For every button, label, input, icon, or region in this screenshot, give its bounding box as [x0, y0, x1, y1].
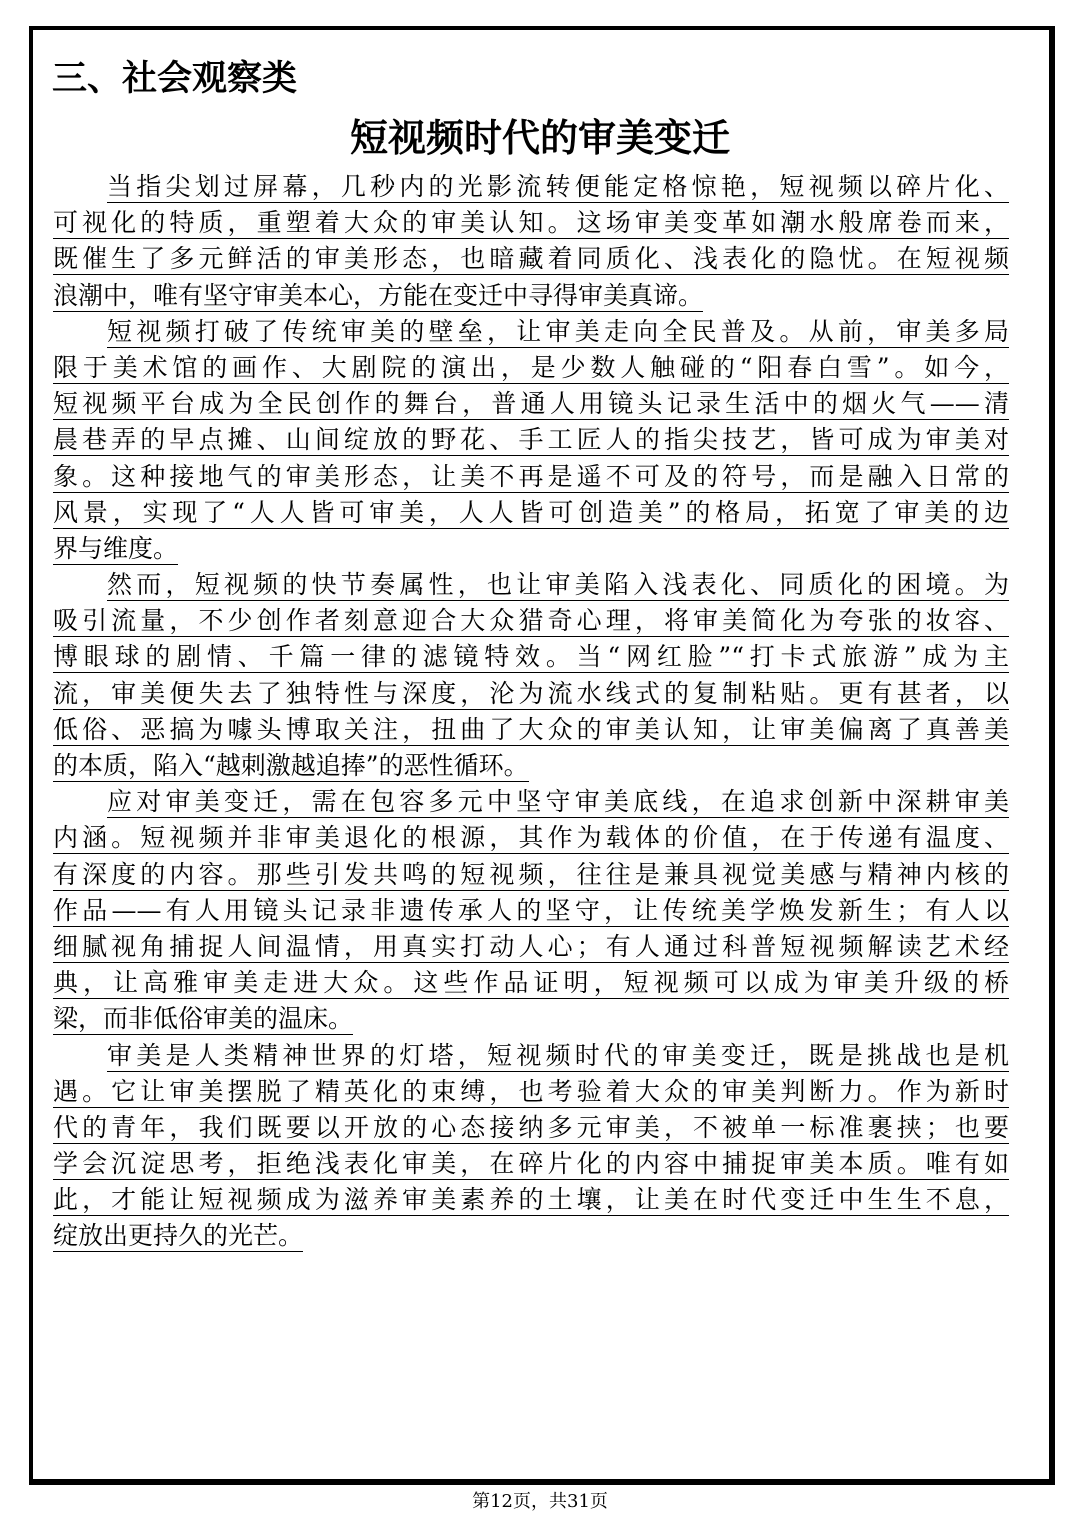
text-line: 细腻视角捕捉人间温情，用真实打动人心；有人通过科普短视频解读艺术经 — [53, 931, 1009, 961]
text-line: 作品——有人用镜头记录非遗传承人的坚守，让传统美学焕发新生；有人以 — [53, 895, 1009, 925]
paragraph-4 — [53, 784, 1009, 1037]
paragraph-3 — [53, 567, 1009, 784]
paragraph-1 — [53, 169, 1009, 314]
text-line: 浪潮中，唯有坚守审美本心，方能在变迁中寻得审美真谛。 — [53, 280, 704, 310]
text-line: 当指尖划过屏幕，几秒内的光影流转便能定格惊艳，短视频以碎片化、 — [107, 172, 1009, 201]
page-number: 第12页，共31页 — [472, 1491, 608, 1512]
text-line: 象。这种接地气的审美形态，让美不再是遥不可及的符号，而是融入日常的 — [53, 461, 1009, 491]
paragraph-5 — [53, 1038, 1009, 1255]
text-line: 遇。它让审美摆脱了精英化的束缚，也考验着大众的审美判断力。作为新时 — [53, 1076, 1009, 1106]
text-line: 限于美术馆的画作、大剧院的演出，是少数人触碰的“阳春白雪”。如今， — [53, 352, 1009, 382]
text-line: 短视频平台成为全民创作的舞台，普通人用镜头记录生活中的烟火气——清 — [53, 389, 1009, 419]
text-line: 界与维度。 — [53, 533, 179, 563]
text-line: 既催生了多元鲜活的审美形态，也暗藏着同质化、浅表化的隐忧。在短视频 — [53, 244, 1009, 274]
text-line: 晨巷弄的早点摊、山间绽放的野花、手工匠人的指尖技艺，皆可成为审美对 — [53, 425, 1009, 455]
article-body — [53, 169, 1009, 1255]
text-line: 低俗、恶搞为噱头博取关注，扭曲了大众的审美认知，让审美偏离了真善美 — [53, 714, 1009, 744]
text-line: 吸引流量，不少创作者刻意迎合大众猎奇心理，将审美简化为夸张的妆容、 — [53, 606, 1009, 636]
text-line: 应对审美变迁，需在包容多元中坚守审美底线，在追求创新中深耕审美 — [107, 787, 1009, 817]
text-line: 此，才能让短视频成为滋养审美素养的土壤，让美在时代变迁中生生不息， — [53, 1185, 1009, 1215]
text-line: 审美是人类精神世界的灯塔，短视频时代的审美变迁，既是挑战也是机 — [107, 1040, 1009, 1070]
paragraph-2 — [53, 314, 1009, 567]
text-line: 可视化的特质，重塑着大众的审美认知。这场审美变革如潮水般席卷而来， — [53, 208, 1009, 238]
text-line: 博眼球的剧情、千篇一律的滤镜特效。当“网红脸”“打卡式旅游”成为主 — [53, 642, 1009, 672]
text-line: 梁，而非低俗审美的温床。 — [53, 1004, 354, 1034]
article-title: 短视频时代的审美变迁 — [349, 116, 730, 160]
text-line: 典，让高雅审美走进大众。这些作品证明，短视频可以成为审美升级的桥 — [53, 968, 1009, 998]
section-heading: 三、社会观察类 — [52, 59, 298, 99]
text-line: 风景，实现了“人人皆可审美，人人皆可创造美”的格局，拓宽了审美的边 — [53, 497, 1009, 527]
text-line: 学会沉淀思考，拒绝浅表化审美，在碎片化的内容中捕捉审美本质。唯有如 — [53, 1149, 1009, 1179]
text-line: 流，审美便失去了独特性与深度，沦为流水线式的复制粘贴。更有甚者，以 — [53, 678, 1009, 708]
text-line: 代的青年，我们既要以开放的心态接纳多元审美，不被单一标准裹挟；也要 — [53, 1112, 1009, 1142]
text-line: 有深度的内容。那些引发共鸣的短视频，往往是兼具视觉美感与精神内核的 — [53, 859, 1009, 889]
text-line: 绽放出更持久的光芒。 — [53, 1221, 304, 1251]
text-line: 内涵。短视频并非审美退化的根源，其作为载体的价值，在于传递有温度、 — [53, 823, 1009, 853]
text-line: 的本质，陷入“越刺激越追捧”的恶性循环。 — [53, 751, 529, 780]
text-line: 短视频打破了传统审美的壁垒，让审美走向全民普及。从前，审美多局 — [107, 316, 1009, 346]
text-line: 然而，短视频的快节奏属性，也让审美陷入浅表化、同质化的困境。为 — [107, 570, 1009, 600]
